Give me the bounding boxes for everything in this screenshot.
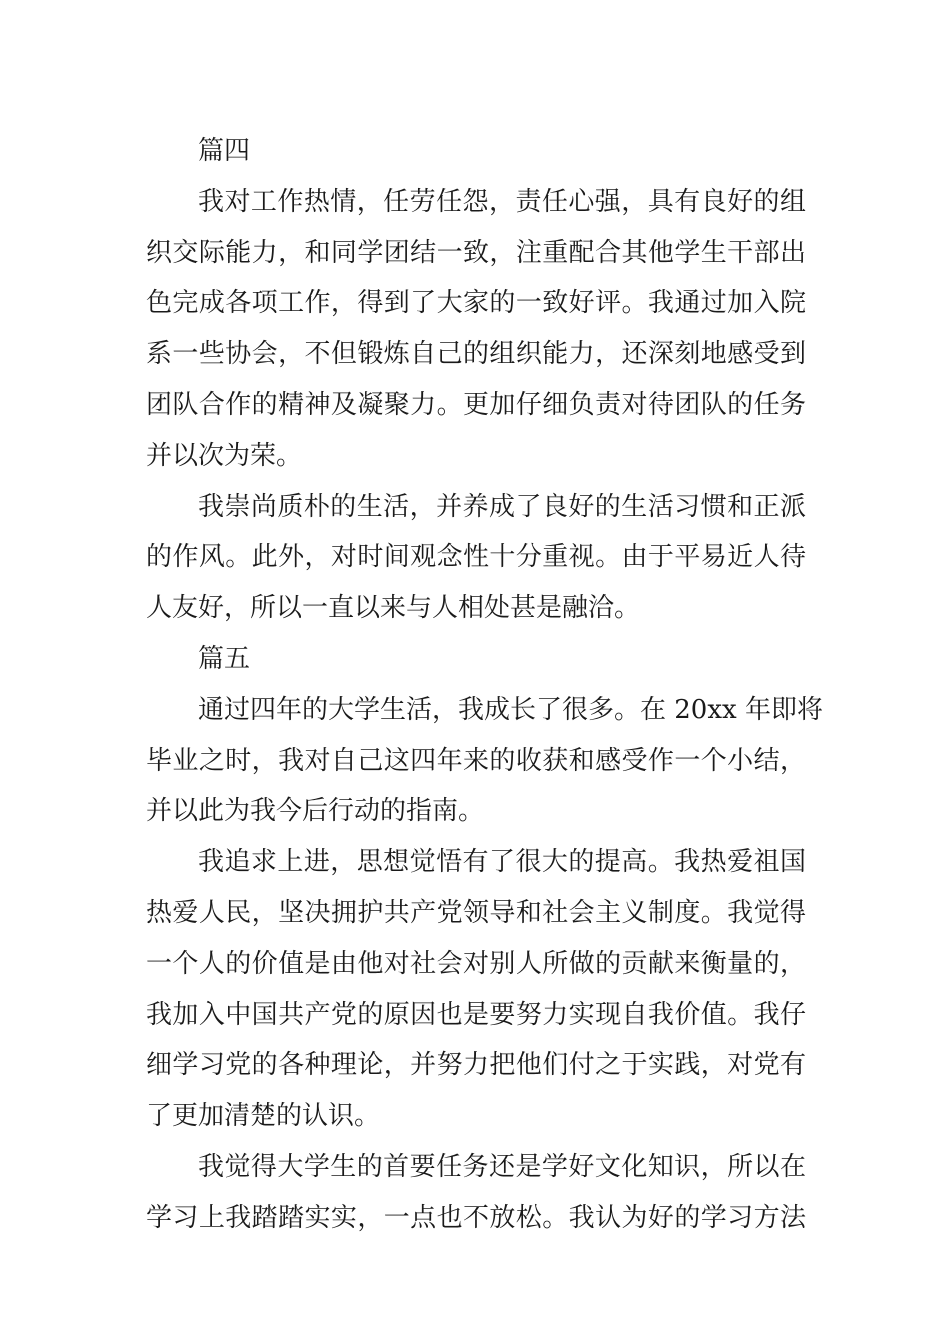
section-heading: 篇四 [198,136,251,166]
text-line: 的作风。此外，对时间观念性十分重视。由于平易近人待 [146,542,806,573]
text-line: 毕业之时，我对自己这四年来的收获和感受作一个小结， [146,745,806,776]
text-line: 并以此为我今后行动的指南。 [146,796,485,827]
text-line: 细学习党的各种理论，并努力把他们付之于实践，对党有 [146,1050,806,1081]
text-line: 色完成各项工作，得到了大家的一致好评。我通过加入院 [146,288,806,319]
text-line: 我加入中国共产党的原因也是要努力实现自我价值。我仔 [146,999,806,1030]
text-line: 我崇尚质朴的生活，并养成了良好的生活习惯和正派 [198,491,806,522]
text-line: 人友好，所以一直以来与人相处甚是融洽。 [146,593,641,624]
text-line: 我觉得大学生的首要任务还是学好文化知识，所以在 [198,1151,806,1182]
text-line: 并以次为荣。 [146,440,303,471]
text-line: 系一些协会，不但锻炼自己的组织能力，还深刻地感受到 [146,339,806,370]
text-line: 一个人的价值是由他对社会对别人所做的贡献来衡量的， [146,948,806,979]
text-line: 通过四年的大学生活，我成长了很多。在 20xx 年即将 [198,694,823,725]
text-line: 织交际能力，和同学团结一致，注重配合其他学生干部出 [146,237,806,268]
text-line: 我对工作热情，任劳任怨，责任心强，具有良好的组 [198,186,806,217]
document-body [146,126,823,1244]
text-line: 了更加清楚的认识。 [146,1101,381,1132]
text-line: 团队合作的精神及凝聚力。更加仔细负责对待团队的任务 [146,389,806,420]
text-line: 我追求上进，思想觉悟有了很大的提高。我热爱祖国 [198,847,806,878]
section-heading: 篇五 [198,643,251,674]
text-line: 学习上我踏踏实实，一点也不放松。我认为好的学习方法 [146,1202,806,1233]
text-line: 热爱人民，坚决拥护共产党领导和社会主义制度。我觉得 [146,897,806,928]
